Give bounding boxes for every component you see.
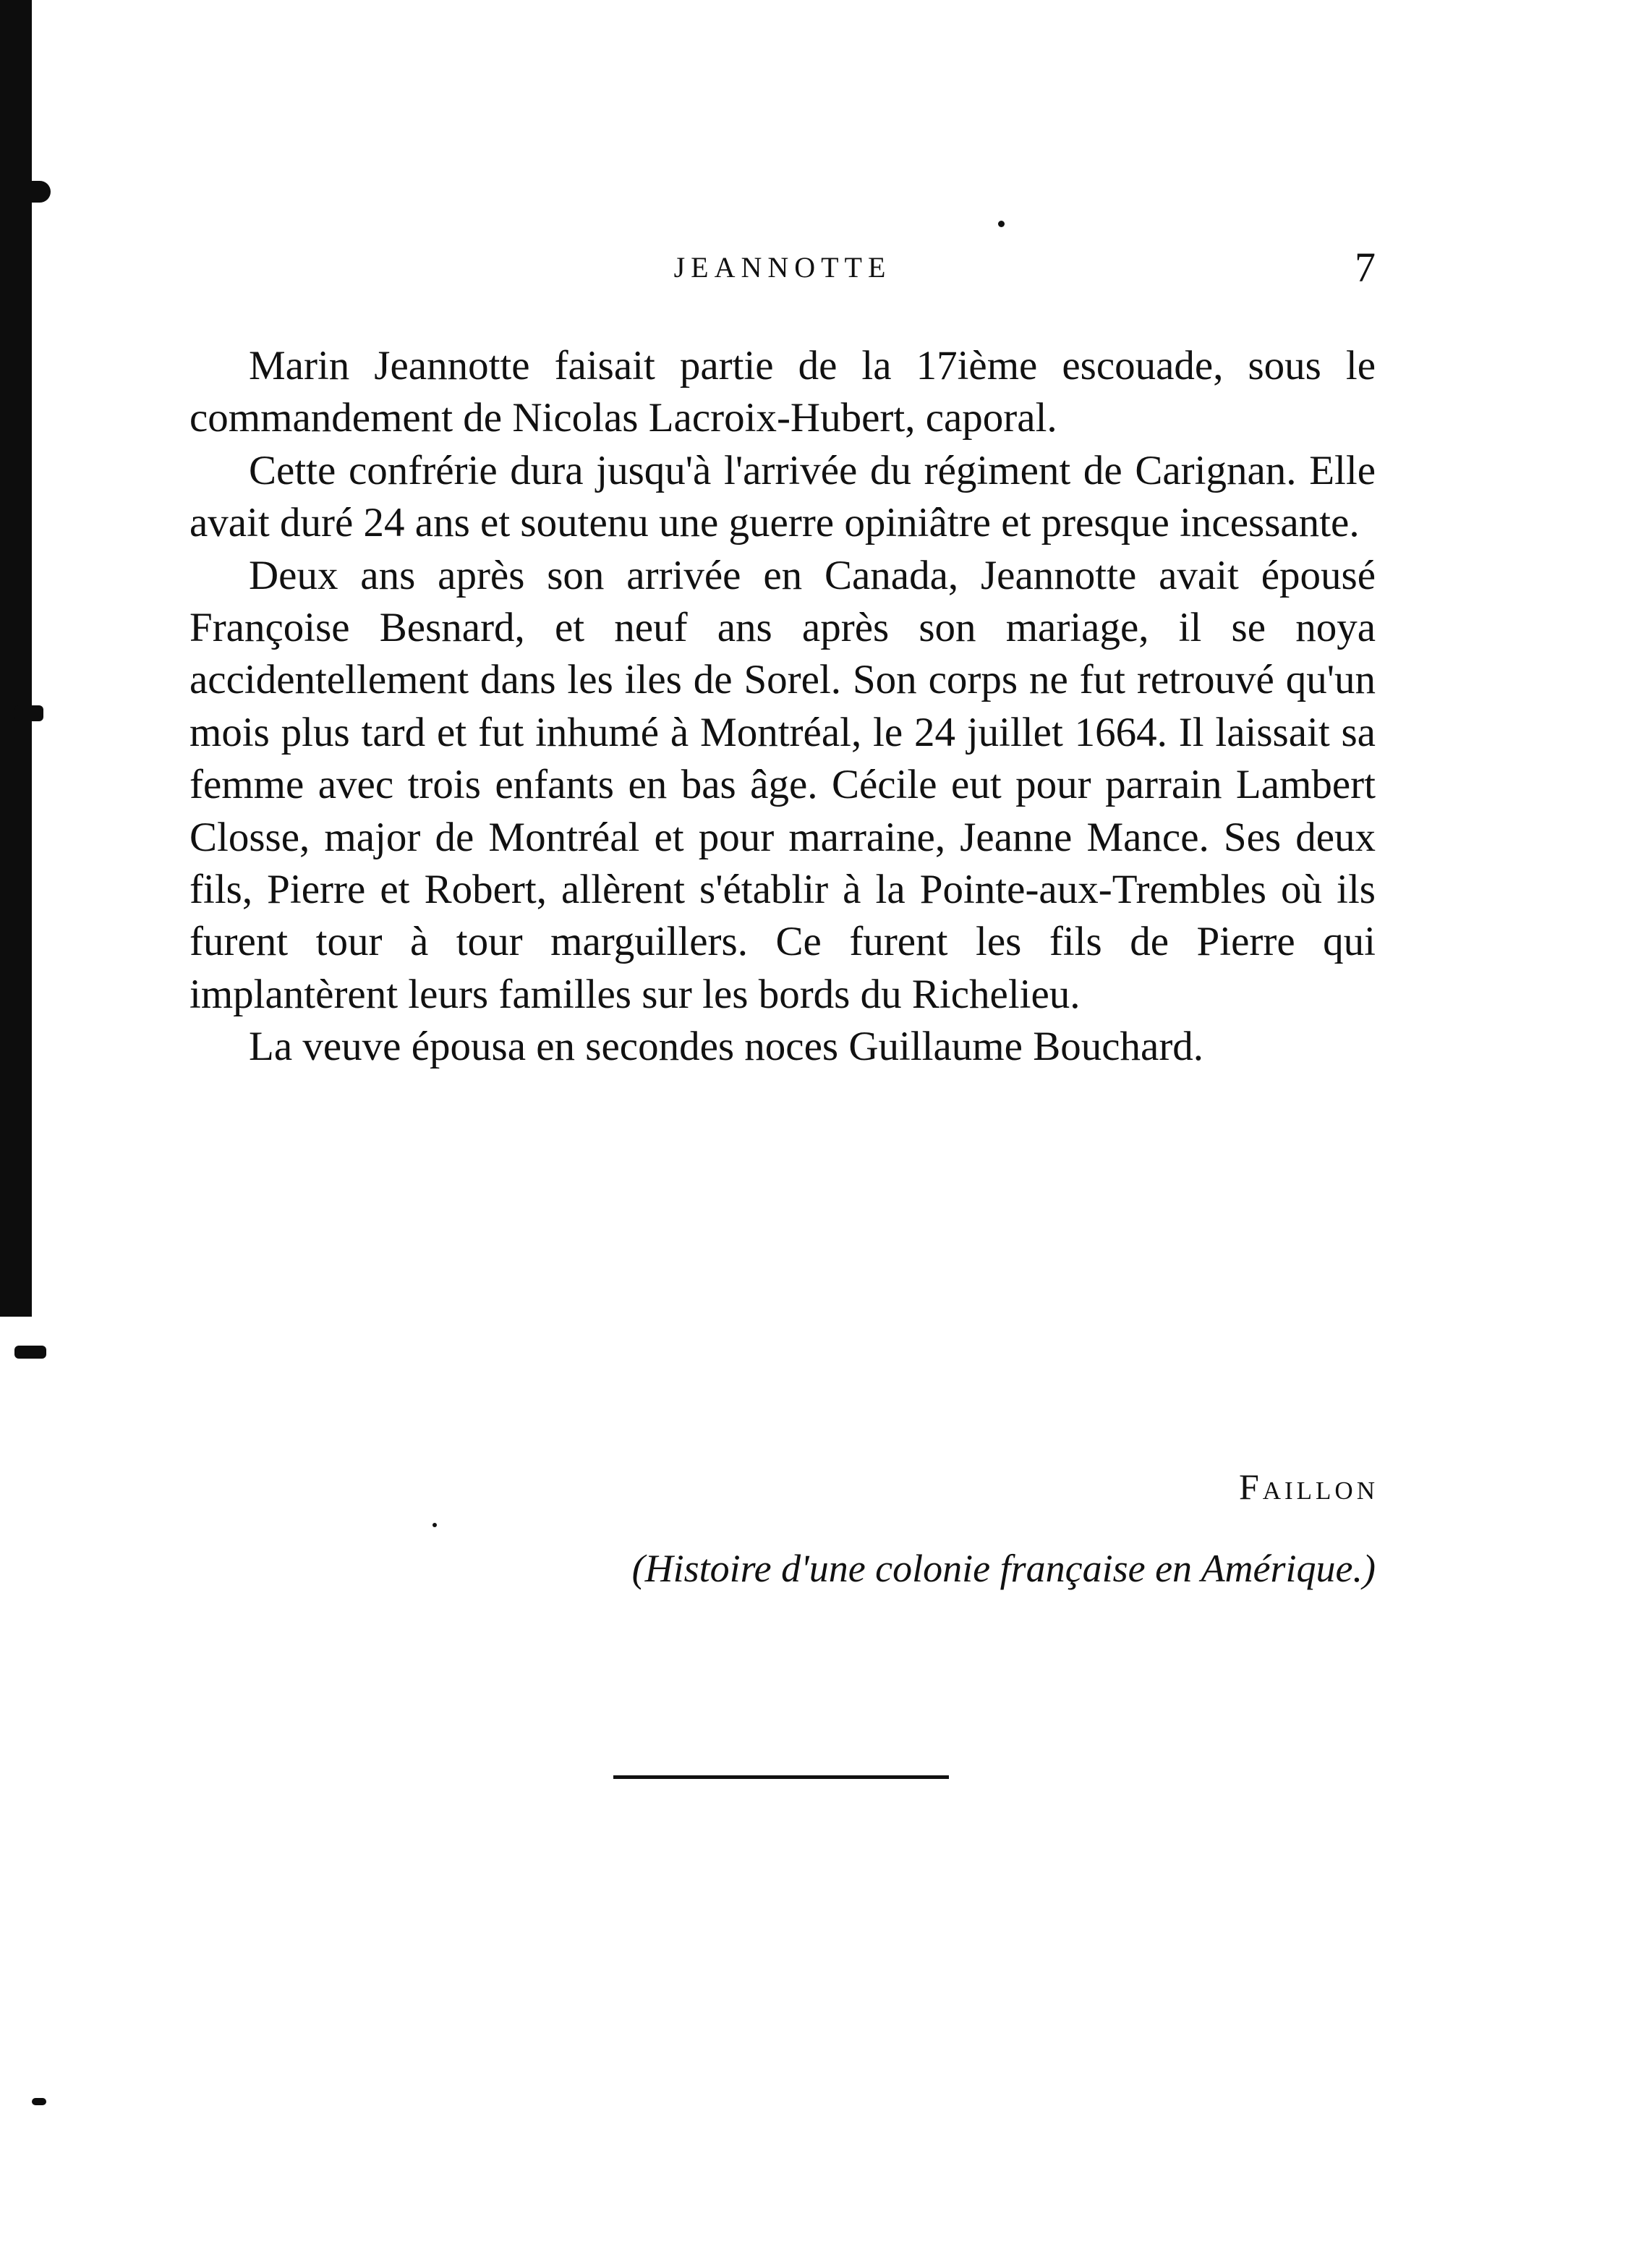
- author-signature: Faillon: [1238, 1466, 1379, 1507]
- scan-mark: [32, 2098, 46, 2105]
- page-header: [189, 239, 1376, 297]
- scan-mark: [14, 1346, 46, 1359]
- body-text: [189, 340, 1376, 1074]
- source-citation: (Histoire d'une colonie française en Amérique.): [631, 1547, 1376, 1590]
- paragraph: La veuve épousa en secondes noces Guillaume Bouchard.: [249, 1024, 1204, 1070]
- scan-binding-fray: [0, 181, 51, 203]
- scan-mark: [14, 705, 43, 721]
- paragraph: Marin Jeannotte faisait partie de la 17ième escouade, sous le commandement de Nicolas Lacroix-Hubert, caporal.: [189, 343, 1376, 441]
- paragraph: Deux ans après son arrivée en Canada, Jeannotte avait épousé Françoise Besnard, et neuf ans après son mariage, il se noya accidentellement dans les iles de Sorel. Son corps ne fut retrouvé qu'un mois plus tard et fut inhumé à Montréal, le 24 juillet 1664. Il laissait sa femme avec trois enfants en bas âge. Cécile eut pour parrain Lambert Closse, major de Montréal et pour marraine, Jeanne Mance. Ses deux fils, Pierre et Robert, allèrent s'établir à la Pointe-aux-Trembles où ils furent tour à tour marguillers. Ce furent les fils de Pierre qui implantèrent leurs familles sur les bords du Richelieu.: [189, 552, 1376, 1017]
- section-rule: [613, 1775, 949, 1779]
- ink-speck: [433, 1523, 437, 1527]
- ink-speck: [998, 221, 1005, 227]
- page-number: 7: [1355, 244, 1376, 291]
- running-head: JEANNOTTE: [673, 251, 892, 284]
- paragraph: Cette confrérie dura jusqu'à l'arrivée du régiment de Carignan. Elle avait duré 24 ans et soutenu une guerre opiniâtre et presque incessante.: [189, 447, 1376, 546]
